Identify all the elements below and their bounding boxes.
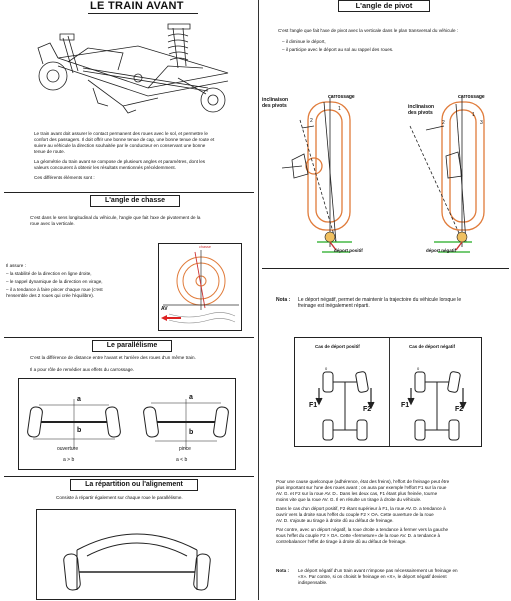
chasse-assure-list	[6, 263, 103, 299]
chasse-figure	[158, 243, 242, 331]
chasse-description	[30, 215, 200, 227]
braking-explanation	[276, 479, 449, 545]
pivot2-num-1: 1	[472, 112, 475, 118]
intro-line: Le train avant doit assurer le contact permanent des roues avec le sol, et permettre le	[34, 131, 208, 136]
ouverture-a: a	[77, 396, 81, 403]
intro-line: tenue de route.	[34, 149, 65, 154]
pivot1-inclinaison-1: inclinaison	[262, 97, 289, 103]
case-neg-o: 0	[417, 366, 420, 371]
intro-text	[34, 131, 254, 181]
pivot2-num-3: 3	[480, 120, 483, 126]
pivot2-carrossage: carrossage	[458, 94, 485, 100]
assure-line: – il a tendance à faire pincer chaque roue (c'est	[6, 287, 103, 292]
section-divider	[4, 192, 254, 193]
assure-line: – la stabilité de la direction en ligne droite,	[6, 271, 92, 276]
intro-line: valeurs concourent à obtenir les résultats mentionnés précédemment.	[34, 165, 176, 170]
note-text	[298, 297, 461, 310]
note2-line: «X». Par contre, si on choisit le freinage en «X», le déport négatif devient	[298, 574, 447, 579]
note-line: freinage est inégalement réparti.	[298, 303, 370, 310]
pivot-item: – il diminue le déport,	[282, 39, 326, 44]
body-line: contrebalancer l'effet de tirage à droite dû au défaut de freinage.	[276, 539, 407, 544]
pivot2-num-2: 2	[442, 120, 445, 126]
pivot1-inclinaison-2: des pivots	[262, 103, 287, 109]
section-header-pivot: L'angle de pivot	[338, 0, 430, 12]
parallelisme-description: C'est la différence de distance entre l'avant et l'arrière des roues d'un même train.	[30, 355, 196, 360]
body-line: moins vite que la roue AV. G. Il en résulte un tirage à droite du véhicule.	[276, 497, 422, 502]
section-divider	[4, 337, 254, 338]
note2-label: Nota :	[276, 568, 290, 573]
note2-line: Le déport négatif d'un train avant n'impose pas nécessairement un freinage en	[298, 568, 458, 573]
pince-relation: a < b	[176, 457, 188, 463]
av-label: AV	[161, 306, 168, 312]
assure-line: l'ensemble des 2 roues qui crée l'équilibre).	[6, 293, 95, 298]
pince-a: a	[189, 394, 193, 401]
chasse-desc-line: C'est dans le sens longitudinal du véhicule, l'angle que fait l'axe de pivotement de la	[30, 215, 201, 220]
pivot-items	[282, 39, 393, 53]
intro-line: confort des passagers. Il doit offrir une bonne tenue de cap, une bonne tenue de route et	[34, 137, 215, 142]
pince-label: pince	[179, 446, 191, 452]
case-negative-title: Cas de déport négatif	[409, 344, 456, 349]
case-pos-f2: F2	[363, 406, 372, 413]
pivot-description: C'est l'angle que fait l'axe de pivot avec la verticale dans le plan transversal du véhicule :	[278, 28, 459, 33]
pince-b: b	[189, 429, 194, 436]
title-underline	[88, 13, 198, 14]
repartition-figure	[36, 509, 236, 600]
pivot2-inclinaison-1: inclinaison	[408, 104, 435, 110]
section-header-repartition: La répartition ou l'alignement	[70, 479, 198, 491]
case-neg-f1: F1	[401, 402, 410, 409]
section-divider	[262, 268, 509, 269]
body-line: sous l'effet du couple F2 × OA. Cette «fermeture» de la roue AV. D. a tendance à	[276, 533, 441, 538]
deport-cases-figure	[294, 337, 482, 447]
pivot-item: – il participe avec le déport au sol au rappel des roues.	[282, 47, 394, 52]
intro-line: La géométrie du train avant se compose de plusieurs angles et paramètres, dont les	[34, 159, 206, 164]
pivot1-carrossage: carrossage	[328, 94, 355, 100]
page-divider	[258, 0, 259, 600]
pivot1-num-2: 2	[310, 118, 313, 124]
note2-line: indispensable.	[298, 580, 328, 585]
case-pos-o: 0	[325, 366, 328, 371]
intro-line: Ces différents éléments sont :	[34, 175, 95, 180]
chasse-label: chasse	[199, 245, 212, 249]
body-line: AV. D. s'ajoute au tirage à droite dû au défaut de freinage.	[276, 518, 394, 523]
pivot2-inclinaison-2: des pivots	[408, 110, 433, 116]
ouverture-relation: a > b	[63, 457, 75, 463]
note-label: Nota :	[276, 297, 291, 303]
assure-line: Il assure :	[6, 263, 26, 268]
section-header-parallelisme: Le parallélisme	[92, 340, 172, 352]
case-positive-title: Cas de déport positif	[315, 344, 360, 349]
body-line: ouvrir vers la droite sous l'effet du couple F2 × OA. Cette ouverture de la roue	[276, 512, 434, 517]
assure-line: – le rappel dynamique de la direction en virage,	[6, 279, 103, 284]
front-suspension-illustration	[28, 18, 243, 116]
ouverture-b: b	[77, 427, 82, 434]
ouverture-label: ouverture	[57, 446, 79, 452]
note2-text	[298, 568, 458, 586]
pivot1-deport: déport positif	[334, 248, 363, 253]
page-title: LE TRAIN AVANT	[90, 0, 184, 12]
body-line: Dans le cas d'un déport positif, F2 étant supérieur à F1, la roue AV. D. a tendance à	[276, 506, 446, 511]
pivot1-num-1: 1	[338, 106, 341, 112]
pivot-figure-negative	[386, 92, 508, 262]
body-line: plus important sur l'une des roues avant ; on aura par exemple l'effort F1 sur la roue	[276, 485, 447, 490]
body-line: AV. G. et F2 sur la roue AV. D.. Dans les deux cas, F1 étant plus freinée, tourne	[276, 491, 438, 496]
parallelisme-role: Il a pour rôle de remédier aux effets du carrossage.	[30, 367, 135, 372]
pivot2-deport: déport négatif	[426, 248, 456, 253]
section-header-chasse: L'angle de chasse	[90, 195, 180, 207]
parallelisme-figure	[18, 378, 236, 470]
body-line: Par contre, avec un déport négatif, la roue droite a tendance à fermer vers la gauche	[276, 527, 449, 532]
body-line: Pour une cause quelconque (adhérence, état des freins), l'effort de freinage peut être	[276, 479, 450, 484]
pivot-figure-positive	[262, 92, 378, 262]
chasse-desc-line: roue avec la verticale.	[30, 221, 75, 226]
case-neg-f2: F2	[455, 406, 464, 413]
case-pos-f1: F1	[309, 402, 318, 409]
intro-line: suivre au véhicule la direction souhaitée par le conducteur en conservant une bonne	[34, 143, 206, 148]
repartition-description: Consiste à répartir également sur chaque roue le parallélisme.	[56, 495, 183, 500]
note-line: Le déport négatif, permet de maintenir la trajectoire du véhicule lorsque le	[298, 297, 462, 303]
section-divider	[4, 476, 254, 477]
